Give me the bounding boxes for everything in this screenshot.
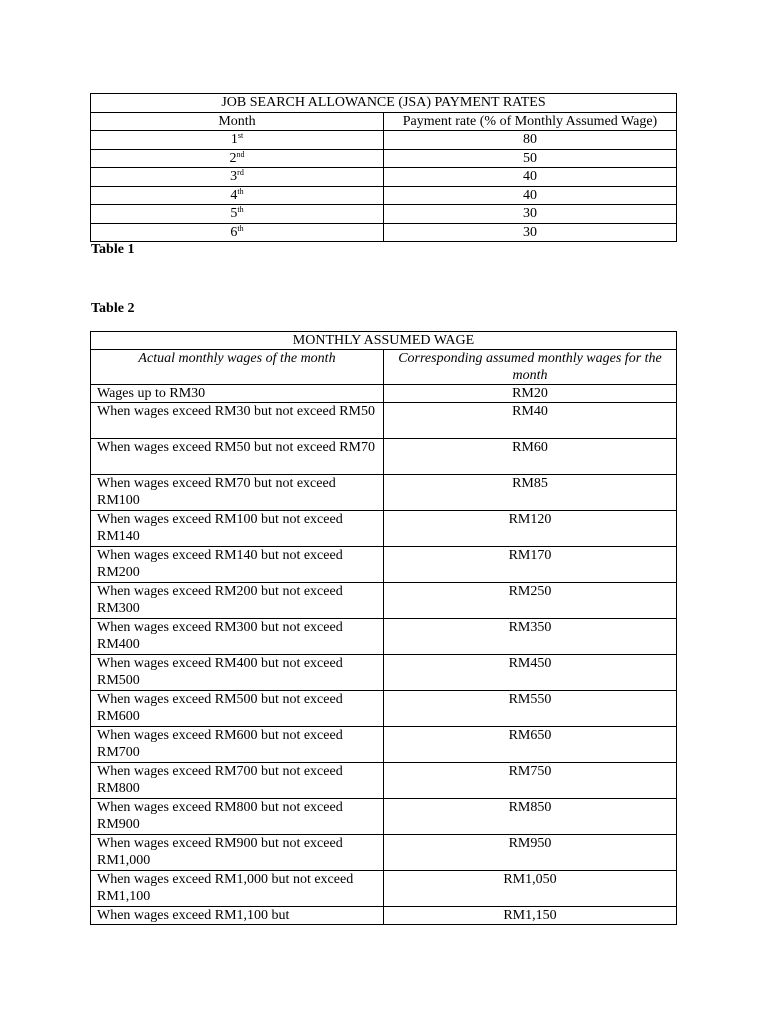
actual-wage-cell: When wages exceed RM70 but not exceed RM100: [91, 475, 384, 511]
rate-cell: 40: [384, 186, 677, 205]
table-row: [91, 583, 677, 619]
jsa-payment-rates-table: [90, 93, 677, 242]
table2-header-actual: Actual monthly wages of the month: [91, 350, 384, 385]
actual-wage-cell: When wages exceed RM200 but not exceed RM300: [91, 583, 384, 619]
actual-wage-cell: When wages exceed RM700 but not exceed RM800: [91, 763, 384, 799]
month-cell: 5th: [91, 205, 384, 224]
table1-header-month: Month: [91, 112, 384, 131]
month-cell: 2nd: [91, 149, 384, 168]
monthly-assumed-wage-table: [90, 331, 677, 925]
table-row: [91, 131, 677, 150]
assumed-wage-cell: RM85: [384, 475, 677, 511]
table-row: [91, 907, 677, 925]
table-row: [91, 763, 677, 799]
assumed-wage-cell: RM170: [384, 547, 677, 583]
table-row: [91, 799, 677, 835]
actual-wage-cell: When wages exceed RM1,100 but: [91, 907, 384, 925]
actual-wage-cell: When wages exceed RM400 but not exceed RM500: [91, 655, 384, 691]
assumed-wage-cell: RM550: [384, 691, 677, 727]
table-row: [91, 547, 677, 583]
assumed-wage-cell: RM950: [384, 835, 677, 871]
assumed-wage-cell: RM1,150: [384, 907, 677, 925]
table-row: [91, 403, 677, 439]
table1-title: JOB SEARCH ALLOWANCE (JSA) PAYMENT RATES: [91, 94, 677, 113]
assumed-wage-cell: RM850: [384, 799, 677, 835]
month-cell: 1st: [91, 131, 384, 150]
table1-header-rate: Payment rate (% of Monthly Assumed Wage): [384, 112, 677, 131]
actual-wage-cell: When wages exceed RM30 but not exceed RM50: [91, 403, 384, 439]
assumed-wage-cell: RM40: [384, 403, 677, 439]
month-cell: 6th: [91, 223, 384, 242]
table-row: [91, 385, 677, 403]
actual-wage-cell: When wages exceed RM600 but not exceed RM700: [91, 727, 384, 763]
table-row: [91, 205, 677, 224]
assumed-wage-cell: RM250: [384, 583, 677, 619]
table2-title: MONTHLY ASSUMED WAGE: [91, 332, 677, 350]
actual-wage-cell: When wages exceed RM900 but not exceed RM1,000: [91, 835, 384, 871]
table-row: [91, 475, 677, 511]
table-row: [91, 655, 677, 691]
assumed-wage-cell: RM20: [384, 385, 677, 403]
rate-cell: 40: [384, 168, 677, 187]
table-row: [91, 619, 677, 655]
assumed-wage-cell: RM750: [384, 763, 677, 799]
table-row: [91, 511, 677, 547]
rate-cell: 30: [384, 223, 677, 242]
rate-cell: 50: [384, 149, 677, 168]
assumed-wage-cell: RM1,050: [384, 871, 677, 907]
table-row: [91, 691, 677, 727]
actual-wage-cell: When wages exceed RM800 but not exceed RM900: [91, 799, 384, 835]
actual-wage-cell: Wages up to RM30: [91, 385, 384, 403]
actual-wage-cell: When wages exceed RM100 but not exceed RM140: [91, 511, 384, 547]
table-row: [91, 871, 677, 907]
actual-wage-cell: When wages exceed RM50 but not exceed RM70: [91, 439, 384, 475]
actual-wage-cell: When wages exceed RM140 but not exceed RM200: [91, 547, 384, 583]
table-row: [91, 439, 677, 475]
table-row: [91, 186, 677, 205]
assumed-wage-cell: RM60: [384, 439, 677, 475]
actual-wage-cell: When wages exceed RM300 but not exceed RM400: [91, 619, 384, 655]
table2-caption: Table 2: [91, 301, 135, 316]
assumed-wage-cell: RM120: [384, 511, 677, 547]
table-row: [91, 835, 677, 871]
table-row: [91, 168, 677, 187]
month-cell: 3rd: [91, 168, 384, 187]
assumed-wage-cell: RM450: [384, 655, 677, 691]
table-row: [91, 223, 677, 242]
table-row: [91, 727, 677, 763]
rate-cell: 80: [384, 131, 677, 150]
rate-cell: 30: [384, 205, 677, 224]
assumed-wage-cell: RM650: [384, 727, 677, 763]
month-cell: 4th: [91, 186, 384, 205]
table1-caption: Table 1: [91, 242, 135, 257]
actual-wage-cell: When wages exceed RM500 but not exceed RM600: [91, 691, 384, 727]
assumed-wage-cell: RM350: [384, 619, 677, 655]
table-row: [91, 149, 677, 168]
table2-header-assumed: Corresponding assumed monthly wages for the month: [384, 350, 677, 385]
actual-wage-cell: When wages exceed RM1,000 but not exceed RM1,100: [91, 871, 384, 907]
